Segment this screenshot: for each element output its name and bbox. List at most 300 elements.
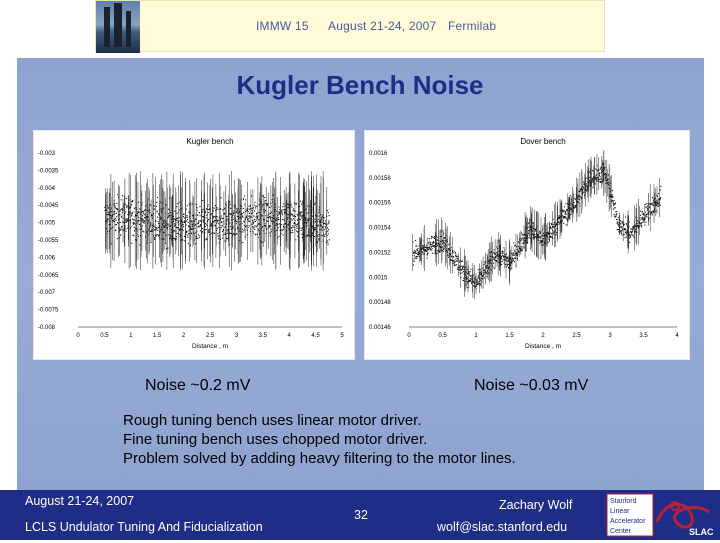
data-point [199, 226, 200, 227]
chart-title: Dover bench [520, 137, 566, 146]
footer-project: LCLS Undulator Tuning And Fiducialization [25, 520, 263, 534]
data-point [217, 220, 218, 221]
data-point [447, 252, 448, 253]
data-point [307, 206, 308, 207]
data-point [641, 226, 642, 227]
data-point [553, 224, 554, 225]
data-point [139, 220, 140, 221]
data-point [621, 234, 622, 235]
data-point [200, 215, 201, 216]
data-point [144, 217, 145, 218]
data-point [236, 233, 237, 234]
data-point [324, 236, 325, 237]
data-point [612, 190, 613, 191]
data-point [653, 202, 654, 203]
data-point [513, 260, 514, 261]
data-point [230, 222, 231, 223]
data-point [615, 216, 616, 217]
data-point [456, 256, 457, 257]
data-point [176, 218, 177, 219]
data-point [258, 230, 259, 231]
data-point [132, 201, 133, 202]
data-point [501, 256, 502, 257]
data-point [247, 230, 248, 231]
data-point [428, 242, 429, 243]
data-point [230, 233, 231, 234]
data-point [597, 181, 598, 182]
data-point [521, 233, 522, 234]
data-point [325, 234, 326, 235]
data-point [156, 234, 157, 235]
data-point [414, 261, 415, 262]
data-point [221, 216, 222, 217]
data-point [586, 185, 587, 186]
x-tick-label: 2.5 [205, 333, 215, 339]
data-point [114, 213, 115, 214]
data-point [255, 206, 256, 207]
data-point [327, 242, 328, 243]
data-point [632, 235, 633, 236]
data-point [129, 207, 130, 208]
data-point [282, 213, 283, 214]
data-point [292, 225, 293, 226]
data-point [218, 236, 219, 237]
data-point [621, 226, 622, 227]
data-point [600, 169, 601, 170]
data-point [437, 237, 438, 238]
data-point [414, 255, 415, 256]
data-point [183, 214, 184, 215]
data-point [429, 238, 430, 239]
data-point [553, 234, 554, 235]
data-point [629, 221, 630, 222]
data-point [514, 261, 515, 262]
data-point [177, 233, 178, 234]
data-point [297, 214, 298, 215]
data-point [293, 218, 294, 219]
data-point [620, 223, 621, 224]
data-point [621, 221, 622, 222]
data-point [282, 206, 283, 207]
data-point [448, 255, 449, 256]
data-point [209, 231, 210, 232]
data-point [195, 232, 196, 233]
data-point [249, 221, 250, 222]
data-point [139, 212, 140, 213]
data-point [660, 189, 661, 190]
data-point [154, 226, 155, 227]
data-point [205, 211, 206, 212]
data-point [564, 218, 565, 219]
data-point [217, 228, 218, 229]
data-point [127, 206, 128, 207]
data-point [433, 245, 434, 246]
data-point [595, 178, 596, 179]
data-point [444, 243, 445, 244]
data-point [132, 219, 133, 220]
data-point [177, 218, 178, 219]
data-point [314, 236, 315, 237]
data-point [426, 245, 427, 246]
data-point [600, 182, 601, 183]
data-point [595, 168, 596, 169]
data-point [202, 231, 203, 232]
data-point [543, 238, 544, 239]
data-point [645, 204, 646, 205]
x-tick-label: 2 [181, 333, 186, 339]
data-point [206, 217, 207, 218]
data-point [278, 227, 279, 228]
data-point [565, 212, 566, 213]
data-point [206, 215, 207, 216]
data-point [131, 201, 132, 202]
data-point [643, 214, 644, 215]
data-point [220, 208, 221, 209]
data-point [291, 204, 292, 205]
data-point [522, 247, 523, 248]
data-point [322, 227, 323, 228]
data-point [635, 225, 636, 226]
data-point [321, 235, 322, 236]
data-point [329, 215, 330, 216]
data-point [507, 265, 508, 266]
data-point [244, 225, 245, 226]
data-point [248, 218, 249, 219]
data-point [252, 208, 253, 209]
data-point [314, 227, 315, 228]
data-point [282, 211, 283, 212]
data-point [174, 219, 175, 220]
data-point [255, 221, 256, 222]
data-point [583, 192, 584, 193]
data-point [318, 212, 319, 213]
data-point [478, 275, 479, 276]
data-point [127, 228, 128, 229]
data-point [629, 242, 630, 243]
data-point [469, 275, 470, 276]
y-tick-label: 0.00154 [369, 225, 391, 232]
data-point [414, 250, 415, 251]
data-point [605, 176, 606, 177]
data-point [254, 202, 255, 203]
data-point [143, 222, 144, 223]
data-point [168, 213, 169, 214]
data-point [179, 230, 180, 231]
data-point [199, 206, 200, 207]
data-point [475, 282, 476, 283]
data-point [515, 245, 516, 246]
data-point [187, 215, 188, 216]
data-point [652, 197, 653, 198]
data-point [441, 250, 442, 251]
data-point [150, 231, 151, 232]
data-point [467, 278, 468, 279]
data-point [243, 217, 244, 218]
data-point [586, 191, 587, 192]
data-point [183, 226, 184, 227]
data-point [282, 214, 283, 215]
data-point [157, 197, 158, 198]
data-point [565, 217, 566, 218]
data-point [246, 217, 247, 218]
data-point [282, 229, 283, 230]
data-point [643, 213, 644, 214]
data-point [254, 227, 255, 228]
data-point [249, 213, 250, 214]
data-point [550, 237, 551, 238]
data-point [471, 283, 472, 284]
data-point [251, 224, 252, 225]
data-point [222, 238, 223, 239]
data-point [242, 216, 243, 217]
data-point [626, 235, 627, 236]
data-point [230, 226, 231, 227]
footer-date: August 21-24, 2007 [25, 494, 135, 508]
x-tick-label: 5 [340, 333, 344, 339]
data-point [578, 196, 579, 197]
data-point [126, 220, 127, 221]
dover-chart-panel [364, 130, 690, 360]
y-tick-label: -0.007 [38, 290, 56, 297]
data-point [563, 223, 564, 224]
data-point [625, 237, 626, 238]
data-point [279, 209, 280, 210]
data-point [269, 227, 270, 228]
data-point [327, 231, 328, 232]
data-point [624, 224, 625, 225]
data-point [432, 236, 433, 237]
data-point [285, 213, 286, 214]
data-point [226, 221, 227, 222]
y-tick-label: 0.00156 [369, 200, 391, 207]
note-line: Problem solved by adding heavy filtering to the motor lines. [123, 450, 516, 467]
data-point [255, 225, 256, 226]
data-point [278, 207, 279, 208]
data-point [249, 215, 250, 216]
data-point [658, 200, 659, 201]
data-point [470, 271, 471, 272]
data-point [206, 224, 207, 225]
data-point [617, 219, 618, 220]
data-point [217, 221, 218, 222]
data-point [283, 209, 284, 210]
data-point [227, 229, 228, 230]
data-point [658, 193, 659, 194]
data-point [291, 232, 292, 233]
data-point [163, 232, 164, 233]
data-point [328, 223, 329, 224]
data-point [463, 269, 464, 270]
data-point [121, 227, 122, 228]
data-point [658, 206, 659, 207]
data-point [426, 247, 427, 248]
data-point [550, 226, 551, 227]
data-point [256, 220, 257, 221]
data-point [599, 175, 600, 176]
data-point [126, 219, 127, 220]
logo-swoosh [657, 504, 709, 527]
data-point [293, 210, 294, 211]
data-point [152, 229, 153, 230]
data-point [131, 243, 132, 244]
x-tick-label: 0.5 [438, 333, 447, 339]
data-point [269, 232, 270, 233]
data-point [513, 243, 514, 244]
data-point [432, 253, 433, 254]
y-tick-label: -0.0075 [38, 307, 59, 314]
data-point [463, 280, 464, 281]
data-point [488, 273, 489, 274]
data-point [202, 209, 203, 210]
data-point [478, 277, 479, 278]
y-tick-label: -0.0055 [38, 238, 59, 244]
data-point [251, 195, 252, 196]
data-point [265, 210, 266, 211]
data-point [641, 225, 642, 226]
data-point [440, 241, 441, 242]
data-point [271, 221, 272, 222]
x-tick-label: 1 [129, 333, 133, 339]
y-tick-label: 0.00148 [369, 300, 391, 307]
data-point [202, 228, 203, 229]
data-point [318, 225, 319, 226]
data-point [626, 224, 627, 225]
data-point [434, 236, 435, 237]
data-point [132, 212, 133, 213]
y-tick-label: -0.008 [38, 325, 56, 331]
data-point [150, 224, 151, 225]
data-point [563, 211, 564, 212]
data-point [519, 242, 520, 243]
data-point [133, 222, 134, 223]
data-point [625, 229, 626, 230]
data-point [237, 216, 238, 217]
data-point [432, 244, 433, 245]
data-point [612, 194, 613, 195]
data-point [134, 208, 135, 209]
data-point [539, 240, 540, 241]
data-point [166, 223, 167, 224]
data-point [301, 212, 302, 213]
data-point [198, 220, 199, 221]
data-point [319, 238, 320, 239]
data-point [325, 220, 326, 221]
data-point [222, 225, 223, 226]
data-point [143, 211, 144, 212]
data-point [202, 212, 203, 213]
data-point [257, 206, 258, 207]
data-point [302, 215, 303, 216]
y-tick-label: -0.0065 [38, 272, 59, 279]
data-point [253, 216, 254, 217]
data-point [236, 211, 237, 212]
data-point [657, 196, 658, 197]
data-point [139, 245, 140, 246]
data-point [295, 211, 296, 212]
data-point [156, 206, 157, 207]
data-point [191, 229, 192, 230]
data-point [429, 244, 430, 245]
data-point [288, 204, 289, 205]
data-point [218, 238, 219, 239]
data-point [620, 230, 621, 231]
data-point [642, 217, 643, 218]
data-point [113, 214, 114, 215]
data-point [294, 223, 295, 224]
data-point [478, 283, 479, 284]
data-point [175, 238, 176, 239]
data-point [418, 254, 419, 255]
data-point [434, 238, 435, 239]
data-point [129, 206, 130, 207]
data-point [556, 224, 557, 225]
data-point [640, 215, 641, 216]
data-point [328, 233, 329, 234]
data-point [325, 226, 326, 227]
data-point [630, 237, 631, 238]
data-point [245, 199, 246, 200]
data-point [230, 208, 231, 209]
data-point [206, 229, 207, 230]
data-point [422, 248, 423, 249]
data-point [220, 218, 221, 219]
data-point [317, 231, 318, 232]
data-point [621, 233, 622, 234]
data-point [646, 215, 647, 216]
data-point [174, 226, 175, 227]
data-point [566, 224, 567, 225]
data-point [614, 214, 615, 215]
data-point [616, 219, 617, 220]
data-point [629, 238, 630, 239]
data-point [314, 219, 315, 220]
data-point [188, 212, 189, 213]
data-point [620, 227, 621, 228]
data-point [282, 219, 283, 220]
data-point [455, 261, 456, 262]
data-point [116, 203, 117, 204]
data-point [460, 277, 461, 278]
data-point [503, 247, 504, 248]
data-point [647, 206, 648, 207]
data-point [257, 218, 258, 219]
data-point [184, 222, 185, 223]
x-axis-label: Distance , m [191, 343, 229, 350]
data-point [462, 261, 463, 262]
data-point [570, 214, 571, 215]
data-point [206, 238, 207, 239]
data-point [174, 230, 175, 231]
data-point [645, 222, 646, 223]
data-point [505, 254, 506, 255]
data-point [250, 208, 251, 209]
data-point [218, 209, 219, 210]
dover-bench-chart [365, 131, 689, 359]
data-point [111, 218, 112, 219]
logo-line: Center [610, 528, 632, 535]
data-point [156, 202, 157, 203]
data-point [618, 229, 619, 230]
data-point [553, 232, 554, 233]
kugler-chart-panel [33, 130, 355, 360]
data-point [558, 224, 559, 225]
data-point [539, 231, 540, 232]
data-point [157, 217, 158, 218]
data-point [215, 226, 216, 227]
data-point [646, 203, 647, 204]
data-point [143, 231, 144, 232]
data-point [157, 234, 158, 235]
